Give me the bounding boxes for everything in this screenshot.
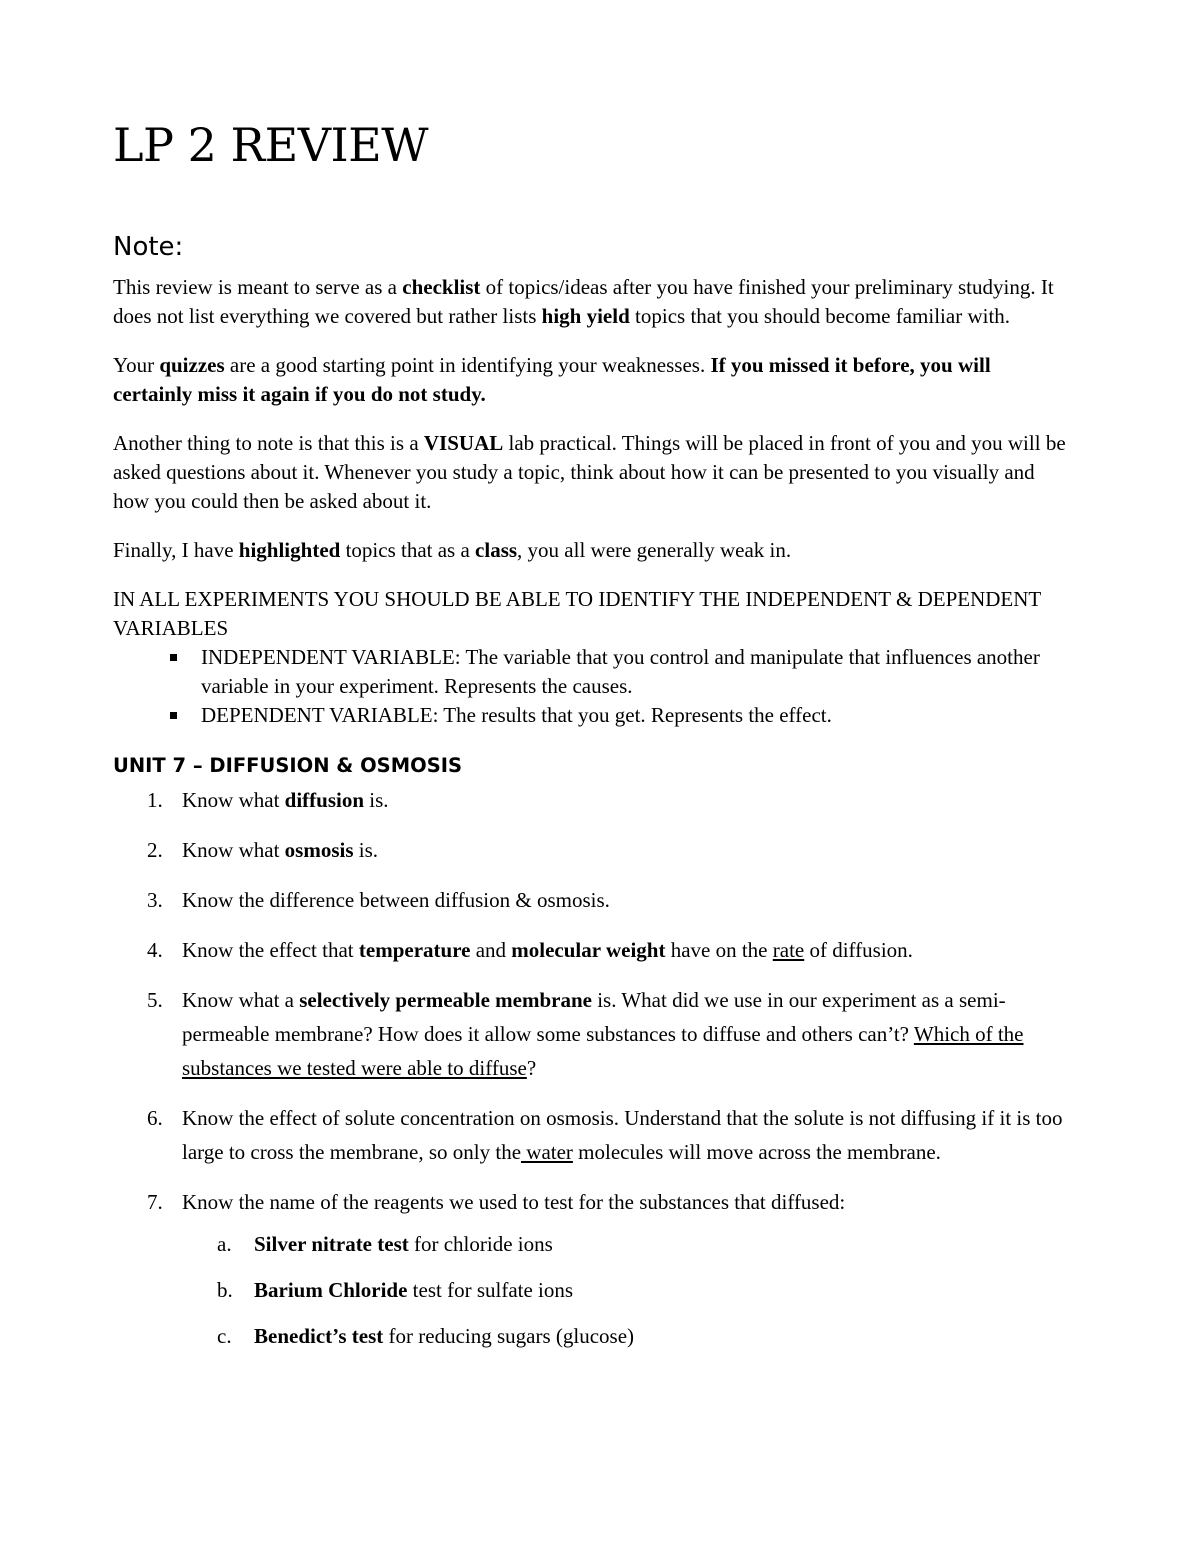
visual-paragraph: [113, 429, 1073, 516]
text-run: Know the difference between diffusion & osmosis.: [182, 888, 610, 912]
text-run: This review is meant to serve as a: [113, 275, 403, 299]
variables-intro: IN ALL EXPERIMENTS YOU SHOULD BE ABLE TO IDENTIFY THE INDEPENDENT & DEPENDENT VARIABLES: [113, 587, 1041, 640]
bold-text: VISUAL: [423, 431, 504, 455]
underlined-text: rate: [772, 938, 805, 962]
text-run: topics that you should become familiar with.: [629, 304, 1011, 328]
text-run: Know what: [182, 838, 285, 862]
list-item: [113, 1273, 1073, 1307]
page-title: LP 2 REVIEW: [113, 118, 428, 172]
bold-text: class: [475, 538, 518, 562]
item-letter: b.: [217, 1278, 233, 1302]
list-item: [113, 833, 1073, 867]
list-item: [113, 783, 1073, 817]
bold-text: selectively permeable membrane: [299, 988, 592, 1012]
list-item: [113, 983, 1073, 1085]
text-run: lab practical. Things will be placed in front of you and you will be asked questions about it. Whenever you study a topic, think about how it can be presented to you visually and how you could then be asked about it.: [113, 431, 1066, 513]
text-run: for reducing sugars (glucose): [383, 1324, 635, 1348]
text-run: Know what: [182, 788, 285, 812]
bold-text: Barium Chloride: [254, 1278, 408, 1302]
underlined-text: Which of the substances we tested were able to diffuse: [182, 1022, 1024, 1080]
bold-text: diffusion: [284, 788, 365, 812]
list-item: [113, 883, 1073, 917]
list-item: [113, 1101, 1073, 1169]
item-number: 5.: [147, 988, 163, 1012]
list-item-text: INDEPENDENT VARIABLE: The variable that you control and manipulate that influences another variable in your experiment. Represents the causes.: [201, 645, 1040, 698]
text-run: test for sulfate ions: [407, 1278, 574, 1302]
unit7-checklist: [113, 783, 1073, 1353]
item-number: 7.: [147, 1190, 163, 1214]
bold-text: checklist: [402, 275, 481, 299]
text-run: and: [470, 938, 512, 962]
text-run: molecules will move across the membrane.: [572, 1140, 941, 1164]
text-run: are a good starting point in identifying your weaknesses.: [224, 353, 711, 377]
list-item-text: DEPENDENT VARIABLE: The results that you get. Represents the effect.: [201, 703, 832, 727]
text-run: of diffusion.: [804, 938, 913, 962]
variables-list: [113, 643, 1073, 730]
list-item: [113, 701, 1073, 730]
unit-heading: UNIT 7 – DIFFUSION & OSMOSIS: [113, 754, 463, 777]
text-run: topics that as a: [340, 538, 476, 562]
text-run: of topics/ideas after you have finished your preliminary studying. It does not list everything we covered but rather lists: [113, 275, 1054, 328]
text-run: Another thing to note is that this is a: [113, 431, 424, 455]
bold-text: highlighted: [238, 538, 341, 562]
item-number: 3.: [147, 888, 163, 912]
text-run: Know the effect that: [182, 938, 359, 962]
list-item: [113, 643, 1073, 701]
reagent-list: [182, 1227, 1073, 1353]
item-number: 4.: [147, 938, 163, 962]
list-item: [113, 933, 1073, 967]
text-run: Finally, I have: [113, 538, 239, 562]
text-run: Know the name of the reagents we used to test for the substances that diffused:: [182, 1190, 846, 1214]
underlined-text: water: [521, 1140, 573, 1164]
list-item: [113, 1185, 1073, 1353]
item-number: 1.: [147, 788, 163, 812]
text-run: have on the: [665, 938, 773, 962]
text-run: is.: [364, 788, 389, 812]
text-run: Your: [113, 353, 160, 377]
intro-paragraph: [113, 273, 1073, 331]
item-letter: c.: [217, 1324, 232, 1348]
variables-section: [113, 585, 1073, 730]
text-run: is.: [353, 838, 379, 862]
bold-text: molecular weight: [511, 938, 666, 962]
bold-text: high yield: [541, 304, 630, 328]
item-letter: a.: [217, 1232, 232, 1256]
list-item: [113, 1319, 1073, 1353]
list-item: [113, 1227, 1073, 1261]
bold-text: If you missed it before, you will certainly miss it again if you do not study.: [113, 353, 991, 406]
bold-text: temperature: [358, 938, 471, 962]
text-run: for chloride ions: [408, 1232, 553, 1256]
text-run: is. What did we use in our experiment as a semi-permeable membrane? How does it allow some substances to diffuse and others can’t?: [182, 988, 1006, 1046]
bold-text: Benedict’s test: [254, 1324, 384, 1348]
text-run: Know what a: [182, 988, 300, 1012]
bold-text: Silver nitrate test: [254, 1232, 409, 1256]
bold-text: quizzes: [159, 353, 225, 377]
square-bullet-icon: [170, 712, 177, 719]
text-run: ?: [526, 1056, 537, 1080]
text-run: Know the effect of solute concentration on osmosis. Understand that the solute is not diffusing if it is too large to cross the membrane, so only the: [182, 1106, 1063, 1164]
item-number: 2.: [147, 838, 163, 862]
document-body: [113, 273, 1073, 1369]
bold-text: osmosis: [284, 838, 354, 862]
quizzes-paragraph: [113, 351, 1073, 409]
highlight-paragraph: [113, 536, 1073, 565]
square-bullet-icon: [170, 654, 177, 661]
item-number: 6.: [147, 1106, 163, 1130]
note-heading: Note:: [113, 232, 184, 262]
text-run: , you all were generally weak in.: [517, 538, 792, 562]
